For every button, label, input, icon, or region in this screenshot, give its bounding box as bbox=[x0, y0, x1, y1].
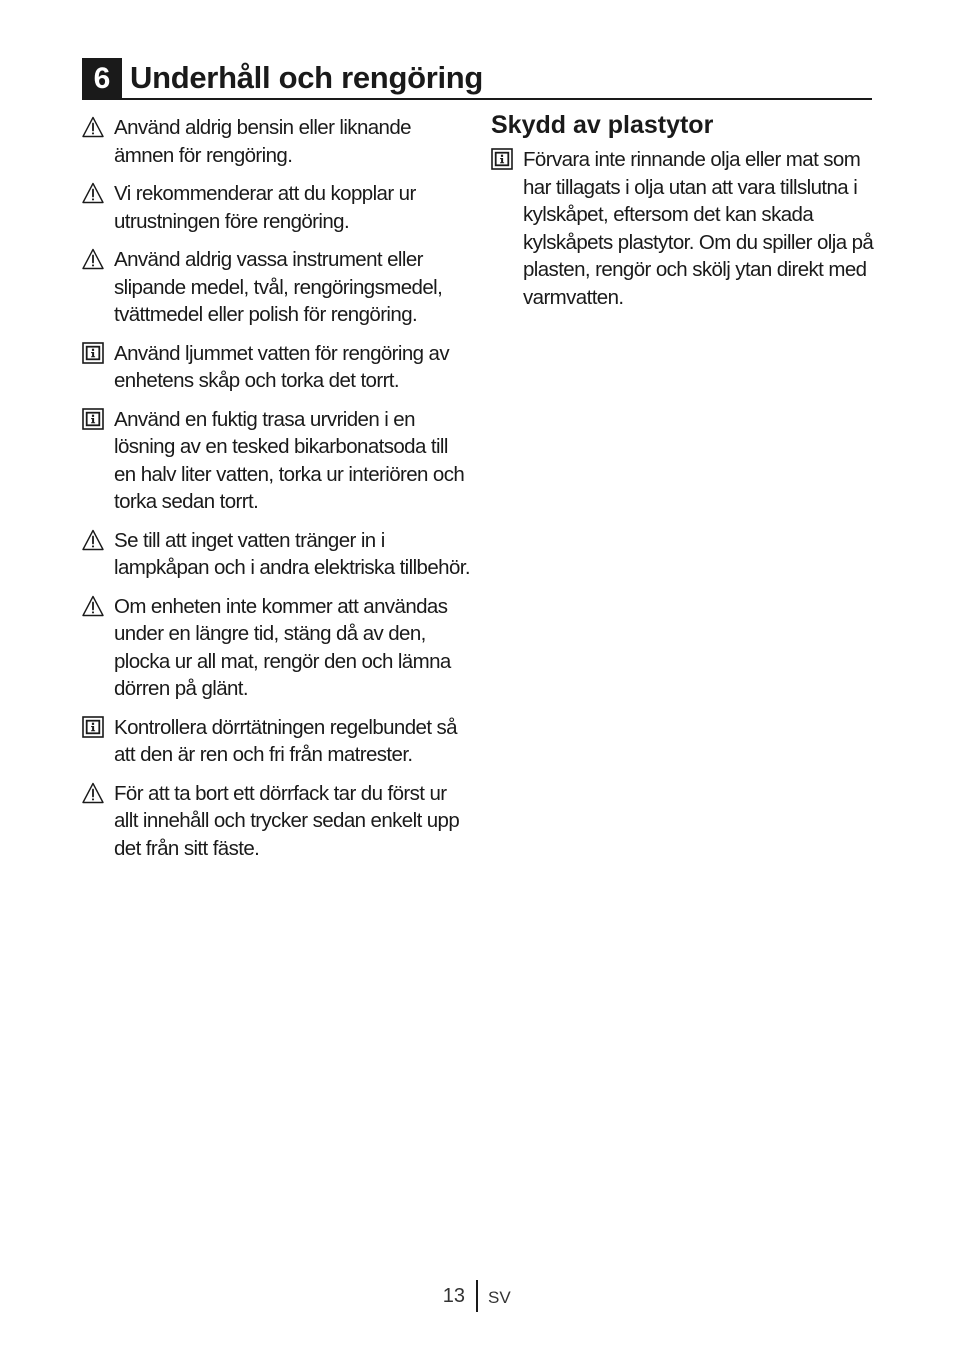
language-code: SV bbox=[488, 1288, 511, 1307]
section-title-plastic: Skydd av plastytor bbox=[491, 111, 714, 139]
info-item bbox=[82, 714, 472, 769]
item-text: Vi rekommenderar att du kopplar ur utrustningen före rengöring. bbox=[114, 182, 416, 233]
item-text: Se till att inget vatten tränger in i lampkåpan och i andra elektriska tillbehör. bbox=[114, 528, 470, 579]
item-text: Om enheten inte kommer att användas under en längre tid, stäng då av den, plocka ur all mat, rengör den och lämna dörren på glänt. bbox=[114, 594, 451, 700]
left-column bbox=[82, 114, 472, 873]
warning-item bbox=[82, 180, 472, 235]
info-item bbox=[82, 406, 472, 516]
item-text: För att ta bort ett dörrfack tar du först ur allt innehåll och trycker sedan enkelt upp det från sitt fäste. bbox=[114, 781, 460, 860]
item-text: Använd en fuktig trasa urvriden i en lösning av en tesked bikarbonatsoda till en halv liter vatten, torka ur interiören och torka sedan torrt. bbox=[114, 407, 465, 513]
page-number: 13 bbox=[442, 1285, 465, 1307]
item-text: Kontrollera dörrtätningen regelbundet så att den är ren och fri från matrester. bbox=[114, 715, 457, 766]
warning-item bbox=[82, 246, 472, 329]
warning-icon bbox=[82, 529, 104, 551]
item-text: Förvara inte rinnande olja eller mat som har tillagats i olja utan att vara tillslutna i kylskåpet, eftersom det kan skada kylskåpets plastytor. Om du spiller olja på plasten, rengör och skölj ytan direkt med varmvatten. bbox=[523, 148, 874, 309]
info-item bbox=[82, 340, 472, 395]
item-text: Använd ljummet vatten för rengöring av enhetens skåp och torka det torrt. bbox=[114, 341, 449, 392]
plastic-items bbox=[491, 146, 876, 311]
warning-icon bbox=[82, 248, 104, 270]
warning-icon bbox=[82, 182, 104, 204]
warning-item bbox=[82, 593, 472, 703]
info-item bbox=[491, 146, 876, 311]
info-icon bbox=[82, 716, 104, 738]
warning-item bbox=[82, 114, 472, 169]
page-footer bbox=[0, 1280, 954, 1312]
footer-divider bbox=[476, 1280, 478, 1312]
warning-icon bbox=[82, 782, 104, 804]
info-icon bbox=[82, 408, 104, 430]
warning-item bbox=[82, 780, 472, 863]
warning-icon bbox=[82, 116, 104, 138]
warning-icon bbox=[82, 595, 104, 617]
item-text: Använd aldrig bensin eller liknande ämnen för rengöring. bbox=[114, 116, 411, 167]
right-column bbox=[491, 110, 876, 322]
chapter-title: Underhåll och rengöring bbox=[130, 60, 484, 95]
info-icon bbox=[491, 148, 513, 170]
item-text: Använd aldrig vassa instrument eller slipande medel, tvål, rengöringsmedel, tvättmedel eller polish för rengöring. bbox=[114, 248, 443, 326]
warning-item bbox=[82, 527, 472, 582]
info-icon bbox=[82, 342, 104, 364]
chapter-number: 6 bbox=[82, 58, 122, 98]
chapter-header bbox=[82, 58, 872, 100]
